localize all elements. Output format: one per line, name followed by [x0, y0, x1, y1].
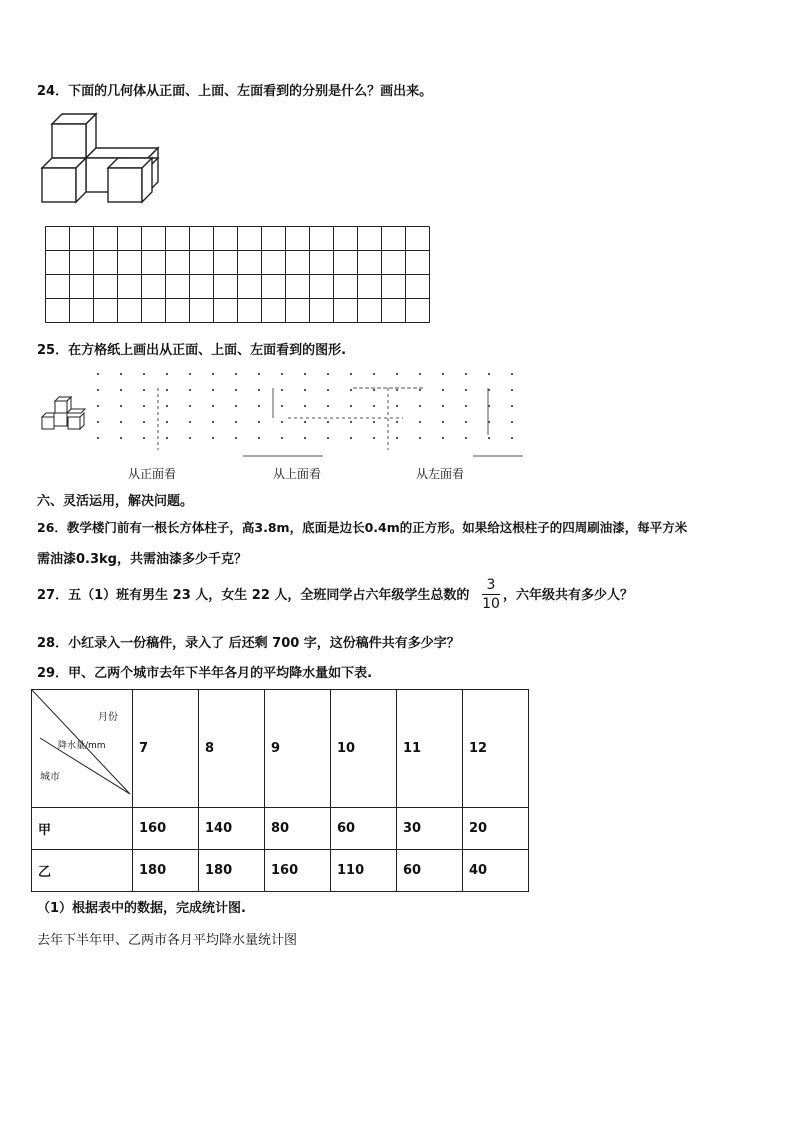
grid-dot — [235, 421, 237, 423]
grid-dot — [465, 421, 467, 423]
q29-sub1: （1）根据表中的数据，完成统计图. — [37, 901, 246, 916]
value-cell: 180 — [199, 850, 265, 892]
grid-dot — [350, 405, 352, 407]
value-cell: 140 — [199, 808, 265, 850]
value-cell: 60 — [397, 850, 463, 892]
grid-dot — [327, 389, 329, 391]
grid-dot — [143, 373, 145, 375]
grid-dot — [373, 405, 375, 407]
grid-dot — [212, 389, 214, 391]
q25-label-left: 从左面看 — [416, 467, 465, 481]
table-diagonal-header — [32, 690, 133, 808]
grid-dot — [419, 373, 421, 375]
city-cell: 甲 — [32, 808, 133, 850]
chart-title: 去年下半年甲、乙两市各月平均降水量统计图 — [37, 933, 298, 948]
grid-dot — [97, 421, 99, 423]
grid-dot — [166, 389, 168, 391]
table-row — [32, 850, 529, 892]
grid-dot — [511, 405, 513, 407]
q24-cube-figure — [40, 112, 165, 204]
q27-text-before: 27．五（1）班有男生 23 人，女生 22 人，全班同学占六年级学生总数的 — [37, 588, 470, 603]
value-cell: 30 — [397, 808, 463, 850]
value-cell: 60 — [331, 808, 397, 850]
grid-dot — [281, 405, 283, 407]
q25-small-cubes — [40, 395, 90, 433]
grid-dot — [327, 421, 329, 423]
header-month: 月份 — [98, 712, 118, 723]
grid-dot — [97, 373, 99, 375]
grid-dot — [511, 389, 513, 391]
q26-line2: 需油漆0.3kg，共需油漆多少千克？ — [37, 552, 247, 567]
grid-dot — [143, 421, 145, 423]
grid-dot — [166, 421, 168, 423]
grid-dot — [212, 373, 214, 375]
grid-dot — [373, 437, 375, 439]
grid-dot — [235, 389, 237, 391]
value-cell: 20 — [463, 808, 529, 850]
grid-dot — [373, 373, 375, 375]
grid-dot — [419, 389, 421, 391]
grid-dot — [189, 373, 191, 375]
value-cell: 160 — [265, 850, 331, 892]
grid-dot — [350, 389, 352, 391]
grid-dot — [488, 437, 490, 439]
q27-numerator: 3 — [486, 577, 496, 593]
q28-text: 28．小红录入一份稿件，录入了 后还剩 700 字，这份稿件共有多少字？ — [37, 636, 460, 651]
grid-dot — [120, 437, 122, 439]
q26-line1: 26．教学楼门前有一根长方体柱子，高3.8m，底面是边长0.4m的正方形。如果给这根柱子的四周刷油漆，每平方米 — [37, 520, 688, 535]
city-cell: 乙 — [32, 850, 133, 892]
grid-dot — [304, 389, 306, 391]
grid-dot — [212, 421, 214, 423]
grid-dot — [258, 405, 260, 407]
grid-dot — [465, 405, 467, 407]
grid-dot — [465, 437, 467, 439]
grid-dot — [327, 373, 329, 375]
grid-dot — [304, 405, 306, 407]
grid-dot — [281, 389, 283, 391]
grid-dot — [373, 389, 375, 391]
grid-dot — [235, 373, 237, 375]
grid-dot — [258, 373, 260, 375]
q25-label-front: 从正面看 — [128, 467, 177, 481]
grid-dot — [166, 437, 168, 439]
grid-dot — [189, 389, 191, 391]
grid-dot — [396, 421, 398, 423]
grid-dot — [281, 373, 283, 375]
grid-dot — [120, 373, 122, 375]
table-row — [32, 808, 529, 850]
grid-dot — [143, 437, 145, 439]
grid-dot — [396, 373, 398, 375]
grid-dot — [350, 437, 352, 439]
grid-dot — [258, 389, 260, 391]
grid-dot — [465, 373, 467, 375]
grid-dot — [97, 437, 99, 439]
grid-dot — [488, 373, 490, 375]
grid-dot — [120, 389, 122, 391]
value-cell: 160 — [133, 808, 199, 850]
grid-dot — [258, 421, 260, 423]
grid-dot — [511, 437, 513, 439]
grid-dot — [442, 373, 444, 375]
grid-dot — [304, 373, 306, 375]
grid-dot — [143, 405, 145, 407]
grid-dot — [166, 373, 168, 375]
grid-dot — [281, 421, 283, 423]
grid-dot — [373, 421, 375, 423]
grid-dot — [396, 437, 398, 439]
grid-dot — [442, 421, 444, 423]
grid-dot — [465, 389, 467, 391]
month-cell: 11 — [397, 690, 463, 808]
grid-dot — [189, 437, 191, 439]
q25-label-top: 从上面看 — [273, 467, 322, 481]
grid-dot — [212, 437, 214, 439]
month-cell: 12 — [463, 690, 529, 808]
grid-dot — [442, 437, 444, 439]
q29-text: 29．甲、乙两个城市去年下半年各月的平均降水量如下表. — [37, 666, 373, 681]
grid-dot — [97, 405, 99, 407]
grid-dot — [442, 405, 444, 407]
grid-dot — [120, 405, 122, 407]
grid-dot — [97, 389, 99, 391]
grid-dot — [419, 437, 421, 439]
grid-dot — [396, 405, 398, 407]
value-cell: 110 — [331, 850, 397, 892]
value-cell: 80 — [265, 808, 331, 850]
grid-dot — [350, 373, 352, 375]
grid-dot — [120, 421, 122, 423]
grid-dot — [511, 421, 513, 423]
grid-dot — [212, 405, 214, 407]
grid-dot — [166, 405, 168, 407]
grid-dot — [304, 437, 306, 439]
q25-text: 25．在方格纸上画出从正面、上面、左面看到的图形. — [37, 343, 347, 358]
grid-dot — [304, 421, 306, 423]
value-cell: 40 — [463, 850, 529, 892]
value-cell: 180 — [133, 850, 199, 892]
grid-dot — [143, 389, 145, 391]
q27-text-after: ，六年级共有多少人？ — [503, 588, 634, 603]
header-rainfall: 降水量/mm — [58, 741, 106, 751]
grid-dot — [258, 437, 260, 439]
grid-dot — [511, 373, 513, 375]
grid-dot — [419, 421, 421, 423]
rainfall-table — [31, 689, 529, 892]
month-cell: 9 — [265, 690, 331, 808]
month-cell: 7 — [133, 690, 199, 808]
grid-dot — [189, 421, 191, 423]
month-cell: 8 — [199, 690, 265, 808]
table-header-row — [32, 690, 529, 808]
q24-text: 24．下面的几何体从正面、上面、左面看到的分别是什么？画出来。 — [37, 84, 433, 99]
grid-dot — [396, 389, 398, 391]
section6-heading: 六、灵活运用，解决问题。 — [37, 494, 194, 509]
month-cell: 10 — [331, 690, 397, 808]
grid-dot — [189, 405, 191, 407]
q24-answer-grid[interactable] — [45, 226, 431, 324]
q27-denominator: 10 — [482, 596, 500, 612]
grid-dot — [350, 421, 352, 423]
grid-dot — [442, 389, 444, 391]
grid-dot — [419, 405, 421, 407]
grid-dot — [327, 405, 329, 407]
grid-dot — [327, 437, 329, 439]
grid-dot — [281, 437, 283, 439]
q27-fraction — [482, 576, 500, 613]
header-city: 城市 — [40, 772, 60, 783]
grid-dot — [235, 437, 237, 439]
grid-dot — [235, 405, 237, 407]
q25-dot-grid[interactable] — [93, 370, 529, 460]
